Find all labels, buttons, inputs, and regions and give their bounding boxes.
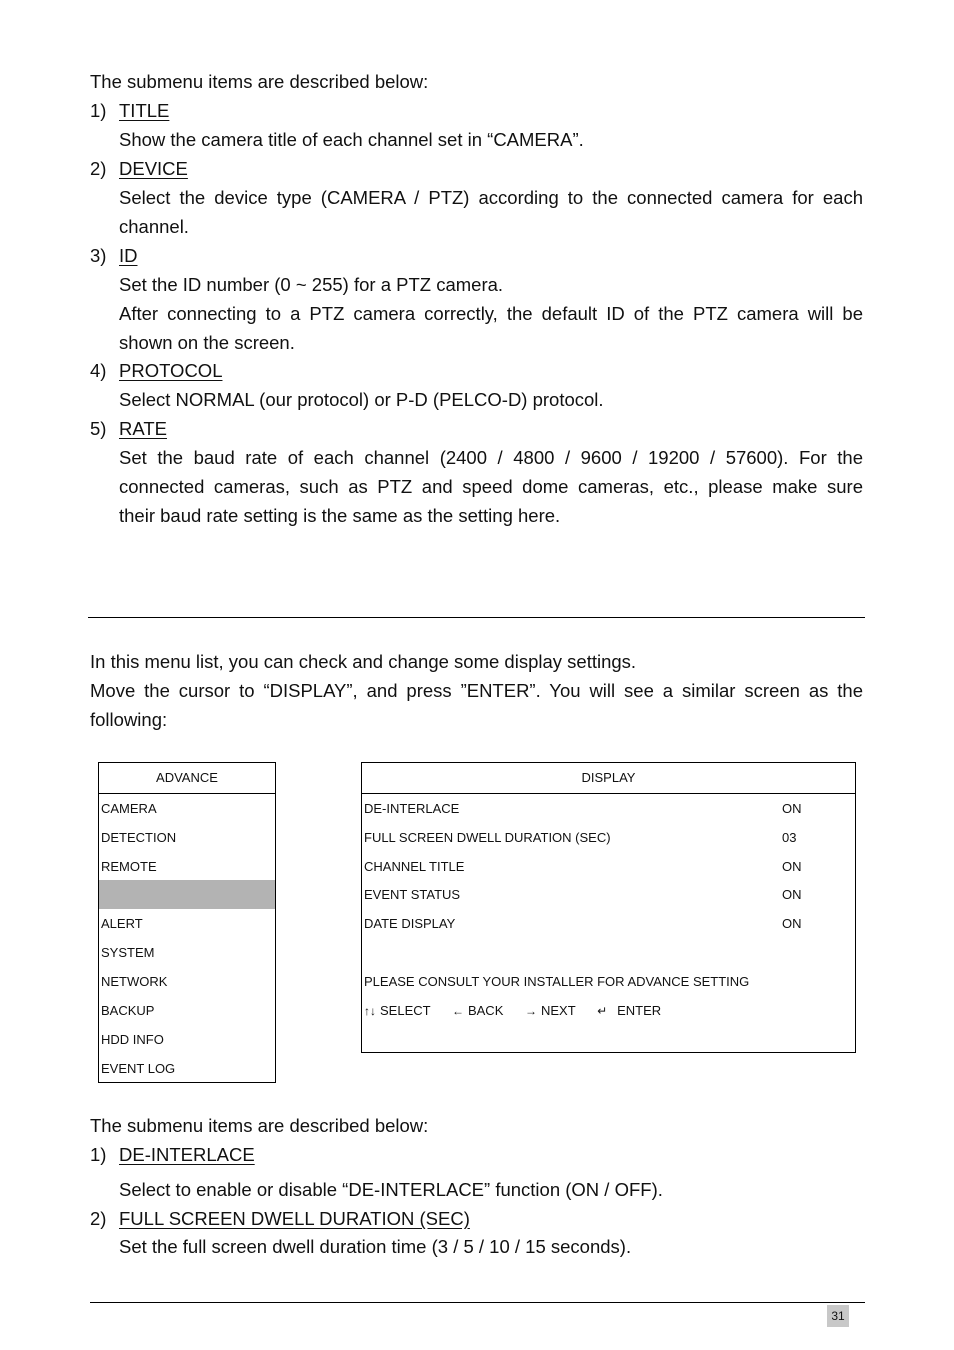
advance-menu-item-detection[interactable]: DETECTION xyxy=(101,830,177,845)
advance-menu-item-camera[interactable]: CAMERA xyxy=(101,801,157,816)
left-arrow-icon: ← xyxy=(451,1004,464,1018)
nav-back-label: BACK xyxy=(467,1003,504,1018)
display-row-value[interactable]: ON xyxy=(782,859,802,874)
nav-next-label: NEXT xyxy=(541,1003,576,1018)
item-desc: Set the ID number (0 ~ 255) for a PTZ camera. xyxy=(119,274,504,295)
advance-menu-panel xyxy=(98,762,276,1083)
display-row-label[interactable]: DATE DISPLAY xyxy=(364,916,456,931)
right-arrow-icon: → xyxy=(525,1004,537,1018)
advance-menu-item-selected[interactable] xyxy=(99,880,275,909)
section2-para2-line1: Move the cursor to “DISPLAY”, and press ”ENTER”. You will see a similar screen as the xyxy=(90,680,863,701)
item-heading-title: TITLE xyxy=(119,100,170,121)
section2-para2-line2: following: xyxy=(90,709,168,730)
nav-hints xyxy=(364,996,661,1026)
item-desc: shown on the screen. xyxy=(119,332,295,353)
item-number: 3) xyxy=(90,245,107,266)
item-number: 5) xyxy=(90,418,107,439)
display-row-value[interactable]: ON xyxy=(782,916,802,931)
item-heading-rate: RATE xyxy=(119,418,167,439)
nav-enter-label: ENTER xyxy=(617,1003,662,1018)
advance-menu-item-alert[interactable]: ALERT xyxy=(101,916,143,931)
item-number: 1) xyxy=(90,100,107,121)
display-menu-title: DISPLAY xyxy=(362,763,855,794)
item-number: 2) xyxy=(90,1208,107,1229)
section-divider xyxy=(88,617,865,618)
nav-select-label: SELECT xyxy=(380,1003,431,1018)
item-heading-de-interlace: DE-INTERLACE xyxy=(119,1144,255,1165)
item-desc: Set the full screen dwell duration time (3 / 5 / 10 / 15 seconds). xyxy=(119,1236,632,1257)
item-desc: Select to enable or disable “DE-INTERLACE” function (ON / OFF). xyxy=(119,1179,663,1200)
item-desc: Select NORMAL (our protocol) or P-D (PELCO-D) protocol. xyxy=(119,389,604,410)
item-number: 1) xyxy=(90,1144,107,1165)
item-desc: connected cameras, such as PTZ and speed dome cameras, etc., please make sure xyxy=(119,476,863,497)
advance-menu-title: ADVANCE xyxy=(99,763,275,794)
item-heading-id: ID xyxy=(119,245,138,266)
advance-menu-item-remote[interactable]: REMOTE xyxy=(101,859,157,874)
display-row-label[interactable]: EVENT STATUS xyxy=(364,887,461,902)
section2-para1: In this menu list, you can check and change some display settings. xyxy=(90,651,637,672)
item-desc: their baud rate setting is the same as the setting here. xyxy=(119,505,561,526)
item-heading-dwell-duration: FULL SCREEN DWELL DURATION (SEC) xyxy=(119,1208,470,1229)
advance-menu-item-system[interactable]: SYSTEM xyxy=(101,945,155,960)
page-number: 31 xyxy=(827,1305,849,1327)
item-desc: Set the baud rate of each channel (2400 / 4800 / 9600 / 19200 / 57600). For the xyxy=(119,447,863,468)
display-row-value[interactable]: ON xyxy=(782,801,802,816)
up-down-arrows-icon: ↑↓ xyxy=(364,1004,376,1018)
enter-icon: ↵ xyxy=(597,1004,608,1018)
item-number: 2) xyxy=(90,158,107,179)
advance-menu-item-network[interactable]: NETWORK xyxy=(101,974,168,989)
item-desc: channel. xyxy=(119,216,189,237)
display-row-label[interactable]: CHANNEL TITLE xyxy=(364,859,465,874)
section3-intro: The submenu items are described below: xyxy=(90,1115,429,1136)
display-row-label[interactable]: FULL SCREEN DWELL DURATION (SEC) xyxy=(364,830,611,845)
item-number: 4) xyxy=(90,360,107,381)
advance-menu-item-event-log[interactable]: EVENT LOG xyxy=(101,1061,176,1076)
advance-menu-item-backup[interactable]: BACKUP xyxy=(101,1003,155,1018)
display-row-label[interactable]: DE-INTERLACE xyxy=(364,801,460,816)
display-menu-panel xyxy=(361,762,856,1053)
section1-intro: The submenu items are described below: xyxy=(90,71,429,92)
footer-divider xyxy=(90,1302,865,1303)
advance-menu-item-hdd-info[interactable]: HDD INFO xyxy=(101,1032,164,1047)
display-row-value[interactable]: 03 xyxy=(782,830,797,845)
item-desc: After connecting to a PTZ camera correctly, the default ID of the PTZ camera will be xyxy=(119,303,863,324)
display-row-value[interactable]: ON xyxy=(782,887,802,902)
item-desc: Select the device type (CAMERA / PTZ) according to the connected camera for each xyxy=(119,187,863,208)
item-heading-protocol: PROTOCOL xyxy=(119,360,223,381)
installer-note: PLEASE CONSULT YOUR INSTALLER FOR ADVANCE SETTING xyxy=(364,974,750,989)
item-desc: Show the camera title of each channel set in “CAMERA”. xyxy=(119,129,584,150)
item-heading-device: DEVICE xyxy=(119,158,188,179)
